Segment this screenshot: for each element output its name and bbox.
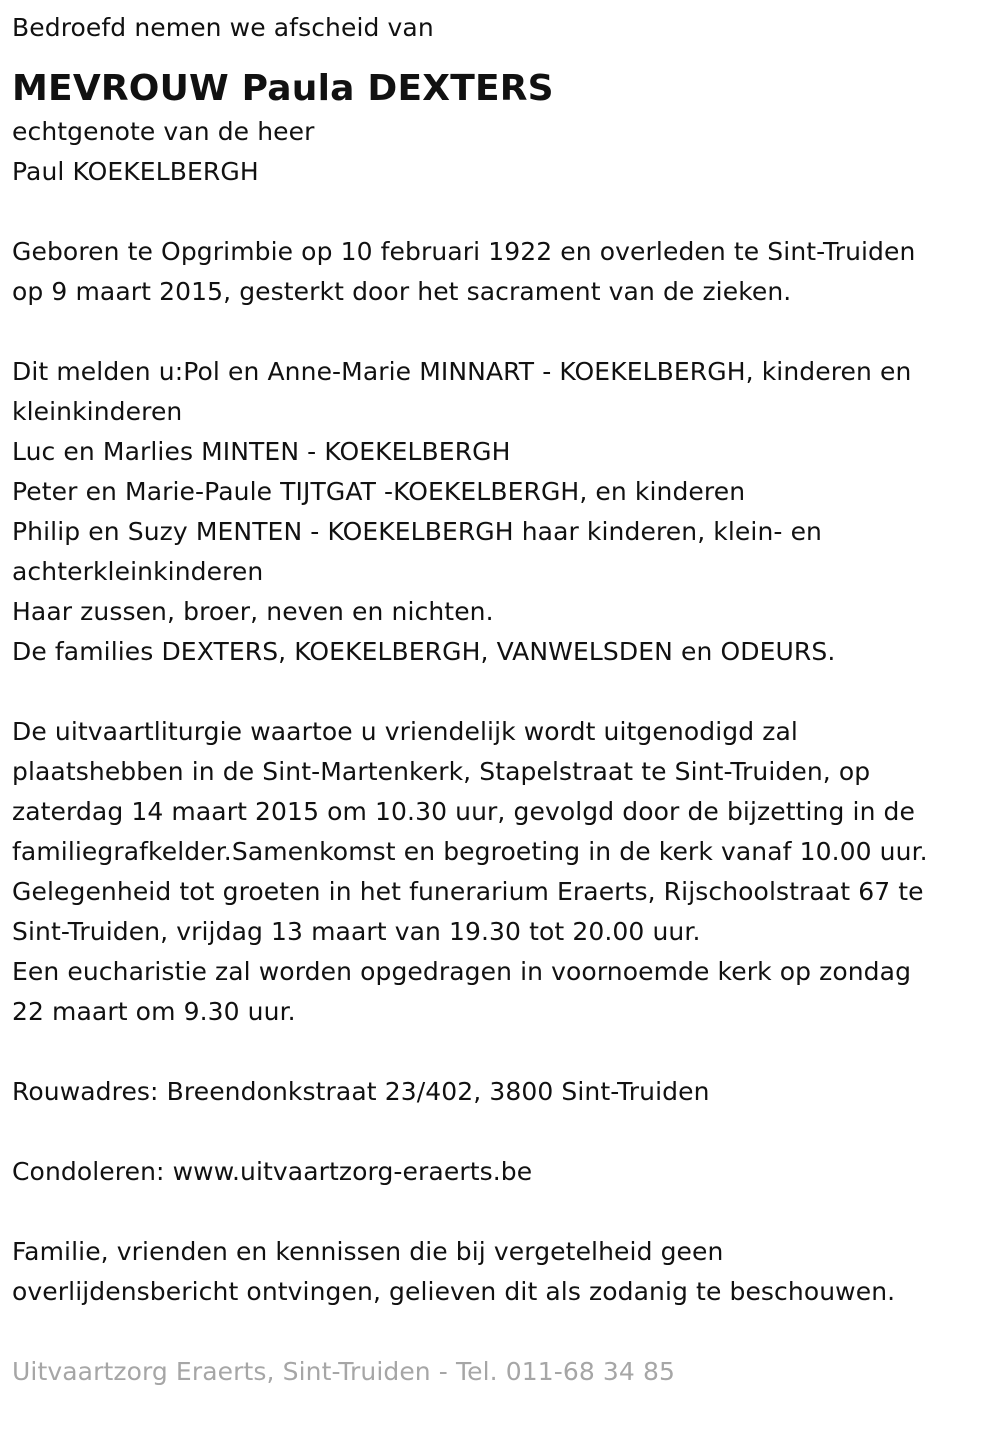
family-line: Dit melden u:Pol en Anne-Marie MINNART - KOEKELBERGH, kinderen en — [12, 357, 912, 386]
deceased-name: MEVROUW Paula DEXTERS — [12, 68, 554, 109]
spouse-name: Paul KOEKELBERGH — [12, 157, 259, 186]
ceremony-line: Gelegenheid tot groeten in het funerarium Eraerts, Rijschoolstraat 67 te — [12, 877, 924, 906]
ceremony-line: 22 maart om 9.30 uur. — [12, 997, 296, 1026]
spacer — [12, 1032, 988, 1072]
intro-text: Bedroefd nemen we afscheid van — [12, 13, 434, 42]
spacer — [12, 192, 988, 232]
birth-death-line: Geboren te Opgrimbie op 10 februari 1922 en overleden te Sint-Truiden — [12, 237, 916, 266]
ceremony-line: familiegrafkelder.Samenkomst en begroeting in de kerk vanaf 10.00 uur. — [12, 837, 928, 866]
birth-death-line: op 9 maart 2015, gesterkt door het sacrament van de zieken. — [12, 277, 792, 306]
spacer — [12, 672, 988, 712]
spacer — [12, 1192, 988, 1232]
mourning-address: Rouwadres: Breendonkstraat 23/402, 3800 Sint-Truiden — [12, 1077, 710, 1106]
funeral-home-footer: Uitvaartzorg Eraerts, Sint-Truiden - Tel. 011-68 34 85 — [12, 1357, 675, 1386]
family-line: Peter en Marie-Paule TIJTGAT -KOEKELBERGH, en kinderen — [12, 477, 746, 506]
family-line: De families DEXTERS, KOEKELBERGH, VANWELSDEN en ODEURS. — [12, 637, 836, 666]
spacer — [12, 1112, 988, 1152]
spacer — [12, 312, 988, 352]
ceremony-line: plaatshebben in de Sint-Martenkerk, Stapelstraat te Sint-Truiden, op — [12, 757, 871, 786]
ceremony-line: De uitvaartliturgie waartoe u vriendelijk wordt uitgenodigd zal — [12, 717, 798, 746]
family-line: Philip en Suzy MENTEN - KOEKELBERGH haar kinderen, klein- en — [12, 517, 822, 546]
notice-line: Familie, vrienden en kennissen die bij vergetelheid geen — [12, 1237, 724, 1266]
condolences-link: Condoleren: www.uitvaartzorg-eraerts.be — [12, 1157, 533, 1186]
spacer — [12, 1312, 988, 1352]
ceremony-line: Een eucharistie zal worden opgedragen in voornoemde kerk op zondag — [12, 957, 912, 986]
spouse-line: echtgenote van de heer — [12, 117, 315, 146]
notice-line: overlijdensbericht ontvingen, gelieven dit als zodanig te beschouwen. — [12, 1277, 896, 1306]
ceremony-line: zaterdag 14 maart 2015 om 10.30 uur, gevolgd door de bijzetting in de — [12, 797, 916, 826]
family-line: kleinkinderen — [12, 397, 183, 426]
family-line: achterkleinkinderen — [12, 557, 264, 586]
family-line: Luc en Marlies MINTEN - KOEKELBERGH — [12, 437, 511, 466]
ceremony-line: Sint-Truiden, vrijdag 13 maart van 19.30 tot 20.00 uur. — [12, 917, 701, 946]
family-line: Haar zussen, broer, neven en nichten. — [12, 597, 494, 626]
